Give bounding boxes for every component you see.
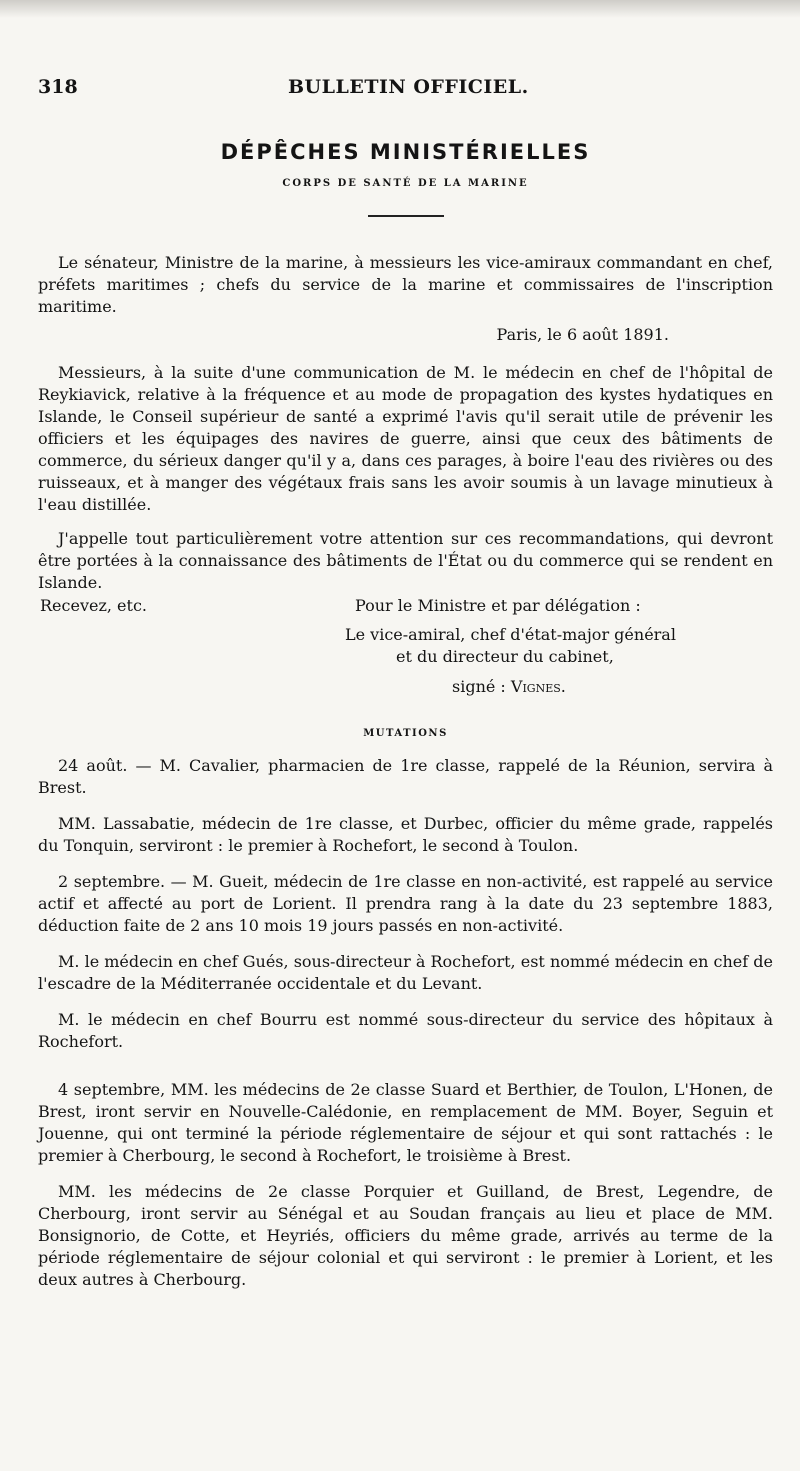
mutation-entry: 4 septembre, MM. les médecins de 2e classe Suard et Berthier, de Toulon, L'Honen, de Brest, iront servir en Nouvelle-Calédonie, en remplacement de MM. Boyer, Seguin et Jouenne, qui ont terminé la période réglementaire de séjour et qui sont rattachés : le premier à Cherbourg, le second à Rochefort, le troisième à Brest. bbox=[38, 1080, 773, 1165]
letter-dateline: Paris, le 6 août 1891. bbox=[496, 325, 669, 344]
mutation-entry: MM. les médecins de 2e classe Porquier et Guilland, de Brest, Legendre, de Cherbourg, iront servir au Sénégal et au Soudan français au lieu et place de MM. Bonsignorio, de Cotte, et Heyriés, officiers du même grade, arrivés au terme de la période réglementaire de séjour colonial et qui serviront : le premier à Lorient, et les deux autres à Cherbourg. bbox=[38, 1182, 773, 1289]
scan-shadow bbox=[0, 0, 800, 18]
section-title: DÉPÊCHES MINISTÉRIELLES bbox=[220, 140, 591, 164]
letter-paragraph: J'appelle tout particulièrement votre attention sur ces recommandations, qui devront être portées à la connaissance des bâtiments de l'État ou du commerce qui se rendent en Islande. bbox=[38, 529, 773, 592]
mutations-heading: MUTATIONS bbox=[363, 728, 448, 739]
signature-prefix: signé : bbox=[452, 677, 511, 696]
letter-addressee: Le sénateur, Ministre de la marine, à messieurs les vice-amiraux commandant en chef, préfets maritimes ; chefs du service de la marine et commissaires de l'inscription maritime. bbox=[38, 253, 773, 316]
mutation-entry: M. le médecin en chef Gués, sous-directeur à Rochefort, est nommé médecin en chef de l'escadre de la Méditerranée occidentale et du Levant. bbox=[38, 952, 773, 993]
section-subtitle: CORPS DE SANTÉ DE LA MARINE bbox=[282, 178, 529, 189]
signature-block bbox=[38, 676, 773, 698]
mutation-entry: 24 août. — M. Cavalier, pharmacien de 1re classe, rappelé de la Réunion, servira à Brest. bbox=[38, 756, 773, 797]
page-number: 318 bbox=[38, 76, 78, 98]
letter-closing: Recevez, etc. bbox=[40, 596, 147, 615]
page-header bbox=[38, 72, 773, 106]
title-rule bbox=[368, 215, 444, 217]
mutation-entry: 2 septembre. — M. Gueit, médecin de 1re classe en non-activité, est rappelé au service actif et affecté au port de Lorient. Il prendra rang à la date du 23 septembre 1883, déduction faite de 2 ans 10 mois 19 jours passés en non-activité. bbox=[38, 872, 773, 935]
mutation-entry: MM. Lassabatie, médecin de 1re classe, et Durbec, officier du même grade, rappelés du Tonquin, serviront : le premier à Rochefort, le second à Toulon. bbox=[38, 814, 773, 855]
signature-line: Pour le Ministre et par délégation : bbox=[355, 596, 641, 615]
running-head: BULLETIN OFFICIEL. bbox=[288, 76, 529, 98]
mutation-entry: M. le médecin en chef Bourru est nommé sous-directeur du service des hôpitaux à Rochefort. bbox=[38, 1010, 773, 1051]
signature-line: Le vice-amiral, chef d'état-major général bbox=[345, 625, 676, 644]
signature-line: et du directeur du cabinet, bbox=[396, 647, 614, 666]
signature-name: Vignes. bbox=[510, 677, 566, 696]
document-page bbox=[38, 72, 773, 1291]
letter-paragraph: Messieurs, à la suite d'une communication de M. le médecin en chef de l'hôpital de Reykiavick, relative à la fréquence et au mode de propagation des kystes hydatiques en Islande, le Conseil supérieur de santé a exprimé l'avis qu'il serait utile de prévenir les officiers et les équipages des navires de guerre, ainsi que ceux des bâtiments de commerce, du sérieux danger qu'il y a, dans ces parages, à boire l'eau des rivières ou des ruisseaux, et à manger des végétaux frais sans les avoir soumis à un lavage minutieux à l'eau distillée. bbox=[38, 363, 773, 514]
closing-row bbox=[38, 596, 773, 618]
